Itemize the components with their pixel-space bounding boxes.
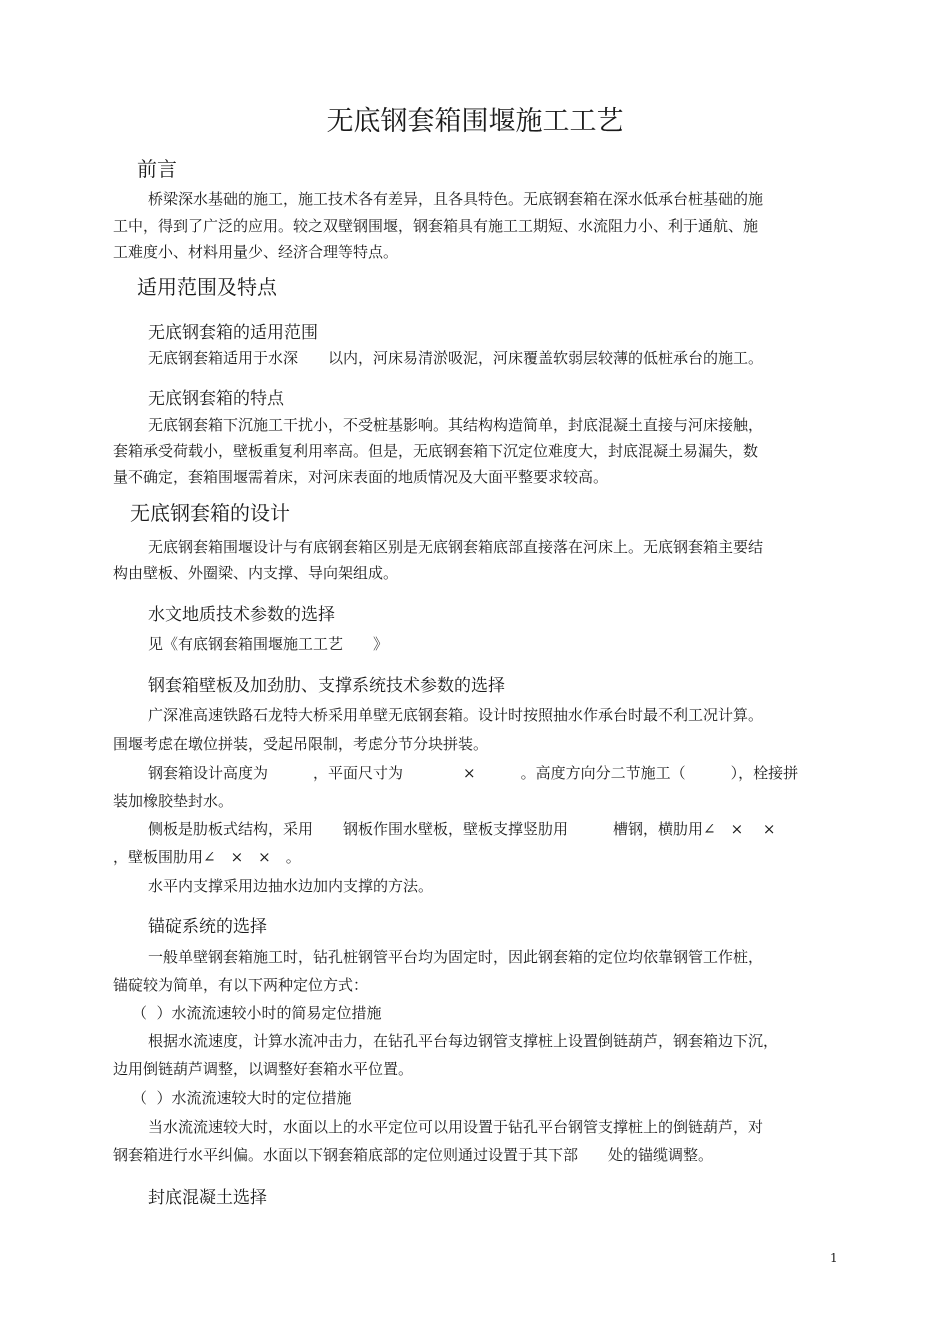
paragraph-line: 侧板是肋板式结构，采用 钢板作围水壁板，壁板支撑竖肋用 槽钢，横肋用∠ × × [148,820,776,838]
paragraph-line: 边用倒链葫芦调整，以调整好套箱水平位置。 [113,1060,414,1078]
page-number: 1 [830,1251,838,1265]
subheading-concrete: 封底混凝土选择 [148,1188,267,1208]
paragraph-line: 量不确定，套箱围堰需着床，对河床表面的地质情况及大面平整要求较高。 [113,468,609,486]
paragraph-line: ，壁板围肋用∠ × × 。 [113,848,301,866]
paragraph-line: 套箱承受荷载小，壁板重复利用率高。但是，无底钢套箱下沉定位难度大，封底混凝土易漏失，数 [113,442,759,460]
subheading-hydro: 水文地质技术参数的选择 [148,605,335,625]
paragraph-line: 无底钢套箱适用于水深 以内，河床易清淤吸泥，河床覆盖软弱层较薄的低桩承台的施工。 [148,349,764,367]
heading-scope: 适用范围及特点 [137,275,277,299]
heading-preface: 前言 [137,157,177,181]
paragraph-line: 当水流流速较大时，水面以上的水平定位可以用设置于钻孔平台钢管支撑桩上的倒链葫芦，对 [148,1118,764,1136]
subheading-panels: 钢套箱壁板及加劲肋、支撑系统技术参数的选择 [148,676,505,696]
paragraph-line: 装加橡胶垫封水。 [113,792,234,810]
paragraph-line: 钢套箱设计高度为 ，平面尺寸为 × 。高度方向分二节施工（ ），栓接拼 [148,764,799,782]
list-item: （ ）水流流速较大时的定位措施 [132,1089,352,1107]
paragraph-line: 无底钢套箱围堰设计与有底钢套箱区别是无底钢套箱底部直接落在河床上。无底钢套箱主要结 [148,538,764,556]
subheading-anchor: 锚碇系统的选择 [148,917,267,937]
paragraph-line: 锚碇较为简单，有以下两种定位方式： [113,976,369,994]
paragraph-line: 见《有底钢套箱围堰施工工艺 》 [148,635,389,653]
paragraph-line: 钢套箱进行水平纠偏。水面以下钢套箱底部的定位则通过设置于其下部 处的锚缆调整。 [113,1146,714,1164]
paragraph-line: 构由壁板、外圈梁、内支撑、导向架组成。 [113,564,399,582]
paragraph-line: 一般单壁钢套箱施工时，钻孔桩钢管平台均为固定时，因此钢套箱的定位均依靠钢管工作桩， [148,948,764,966]
subheading-features: 无底钢套箱的特点 [148,389,284,409]
paragraph-line: 无底钢套箱下沉施工干扰小，不受桩基影响。其结构构造简单，封底混凝土直接与河床接触， [148,416,764,434]
paragraph-line: 桥梁深水基础的施工，施工技术各有差异，且各具特色。无底钢套箱在深水低承台桩基础的施 [148,190,764,208]
document-title: 无底钢套箱围堰施工工艺 [326,106,624,137]
heading-design: 无底钢套箱的设计 [130,501,290,525]
paragraph-line: 工难度小、材料用量少、经济合理等特点。 [113,243,399,261]
list-item: （ ）水流流速较小时的简易定位措施 [132,1004,382,1022]
subheading-scope: 无底钢套箱的适用范围 [148,323,318,343]
paragraph-line: 工中，得到了广泛的应用。较之双壁钢围堰，钢套箱具有施工工期短、水流阻力小、利于通航、施 [113,217,759,235]
paragraph-line: 围堰考虑在墩位拼装，受起吊限制，考虑分节分块拼装。 [113,735,489,753]
paragraph-line: 广深准高速铁路石龙特大桥采用单壁无底钢套箱。设计时按照抽水作承台时最不利工况计算。 [148,706,764,724]
paragraph-line: 水平内支撑采用边抽水边加内支撑的方法。 [148,877,434,895]
paragraph-line: 根据水流速度，计算水流冲击力，在钻孔平台每边钢管支撑桩上设置倒链葫芦，钢套箱边下沉， [148,1032,779,1050]
